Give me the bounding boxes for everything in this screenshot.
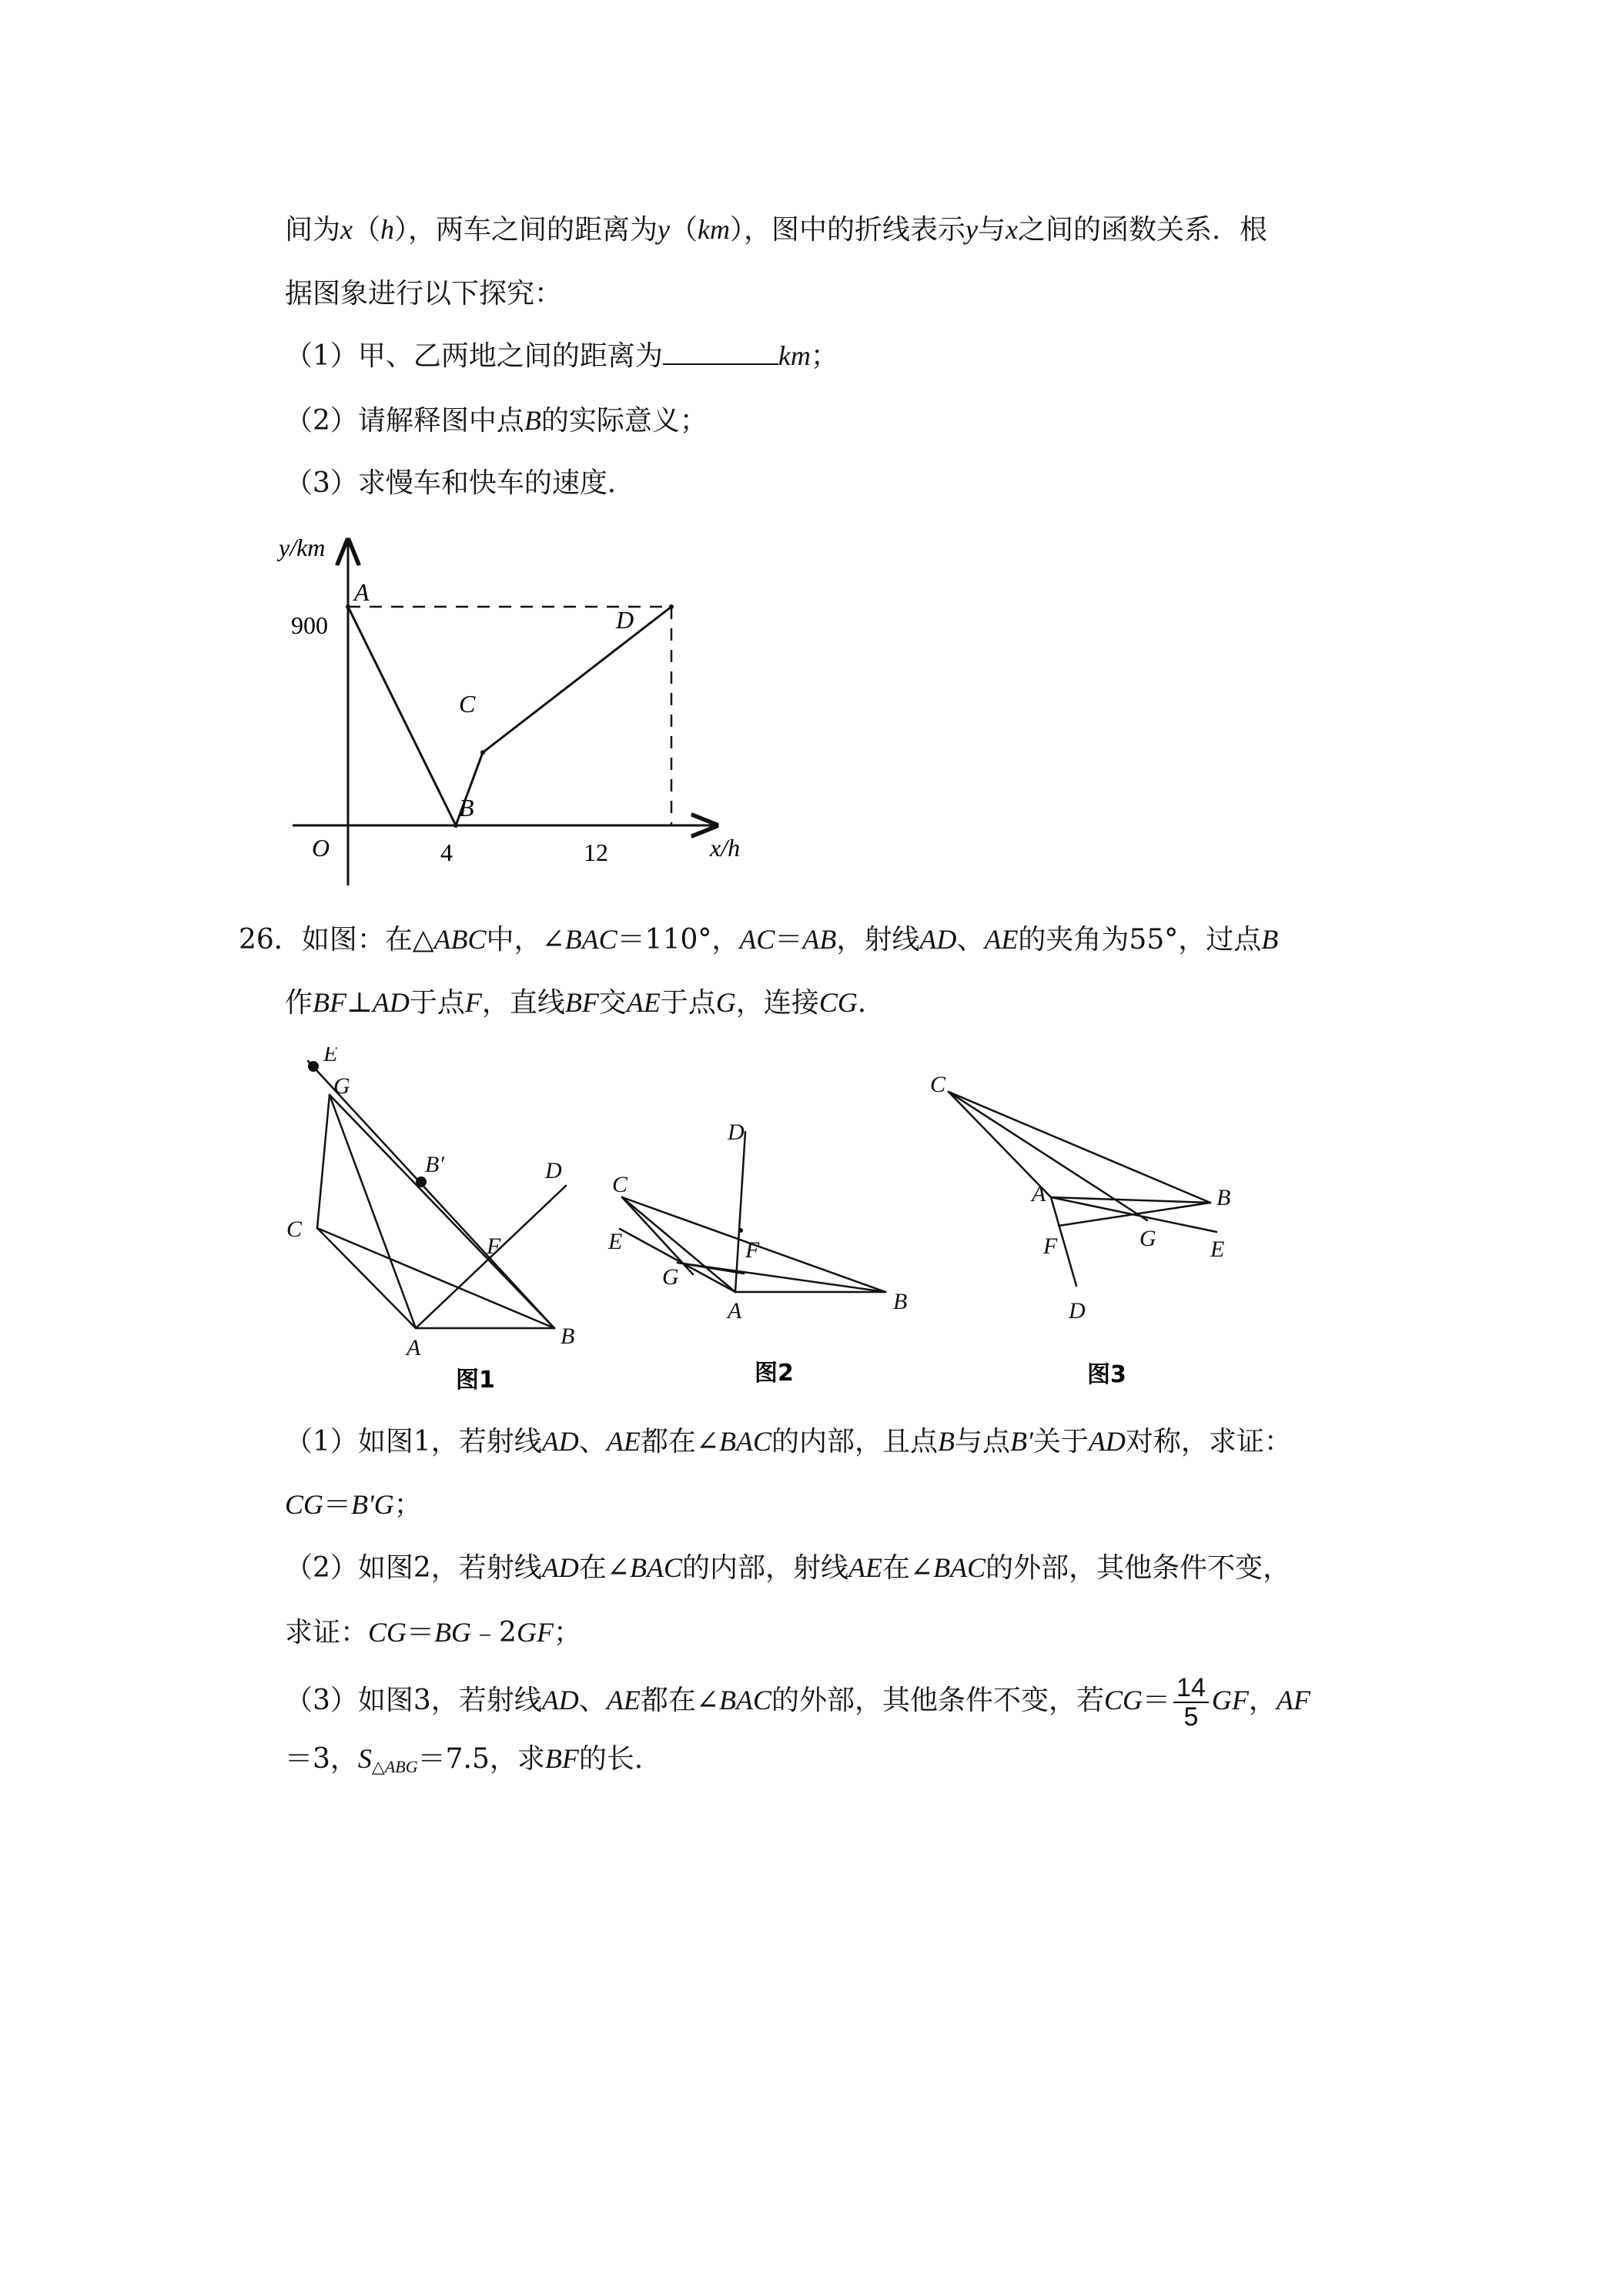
fig1-label-A: A: [407, 1335, 421, 1361]
distance-time-graph: [277, 531, 770, 893]
figure-2-caption: 图2: [755, 1360, 794, 1387]
fig3-label-G: G: [1139, 1226, 1156, 1251]
fig2-label-D: D: [728, 1120, 745, 1145]
figure-1-caption: 图1: [456, 1367, 495, 1394]
fig1-label-G: G: [333, 1073, 350, 1099]
y-tick-900: 900: [291, 611, 328, 639]
p26-subq-3-line-2: ＝3，$S_{\triangle ABG}=7.5$，求BF的长．: [285, 1743, 662, 1776]
fig3-label-E: E: [1210, 1237, 1225, 1262]
fig2-label-A: A: [728, 1298, 742, 1324]
p26-line-1: 26．如图：在△ABC中，∠BAC＝110°，AC＝AB，射线AD、AE的夹角为55°，过点B: [239, 924, 1279, 956]
dashed-guides: [348, 607, 671, 825]
p25-question-3: （3）求慢车和快车的速度．: [285, 467, 635, 499]
point-label-A: A: [354, 578, 370, 606]
point-label-B: B: [459, 794, 474, 822]
point-label-D: D: [616, 606, 634, 634]
graph-points: [346, 604, 674, 828]
p26-subq-3-line-1: （3）如图3，若射线AD、AE都在∠BAC的外部，其他条件不变，若CG＝ $\frac{14}{5}$ GF，AF: [285, 1673, 1310, 1732]
graph-point-B: [453, 823, 458, 828]
p26-subq-1-line-2: CG＝B'G；: [285, 1489, 422, 1521]
fig1-label-Bp: B′: [425, 1152, 444, 1177]
p25-question-1: （1）甲、乙两地之间的距离为 km；: [285, 340, 838, 372]
figure-3: [949, 1092, 1216, 1286]
fig3-label-C: C: [930, 1072, 946, 1097]
figure-1: [308, 1061, 566, 1328]
x-tick-12: 12: [584, 838, 608, 866]
x-tick-4: 4: [440, 838, 453, 866]
fig3-label-F: F: [1043, 1233, 1058, 1259]
figure-2: [620, 1132, 885, 1292]
answer-blank[interactable]: [663, 340, 778, 365]
fig3-label-D: D: [1069, 1298, 1086, 1324]
graph-point-C: [480, 750, 485, 755]
p26-subq-1-line-1: （1）如图1，若射线AD、AE都在∠BAC的内部，且点B与点B′关于AD对称，求证：: [285, 1426, 1292, 1458]
p26-subq-2-line-1: （2）如图2，若射线AD在∠BAC的内部，射线AE在∠BAC的外部，其他条件不变，: [285, 1552, 1291, 1584]
figure-3-caption: 图3: [1087, 1361, 1126, 1388]
p25-question-2: （2）请解释图中点B的实际意义；: [285, 405, 708, 437]
origin-label: O: [312, 834, 330, 862]
point-label-C: C: [459, 690, 476, 718]
fig2-label-B: B: [893, 1289, 908, 1314]
fig1-label-B: B: [561, 1324, 575, 1349]
fig1-label-F: F: [487, 1233, 501, 1259]
fig2-label-C: C: [612, 1172, 628, 1197]
graph-point-D: [669, 604, 674, 609]
fig2-label-F: F: [745, 1237, 760, 1263]
function-polyline: [348, 607, 671, 825]
fig1-label-C: C: [286, 1217, 303, 1242]
fig3-label-A: A: [1032, 1181, 1046, 1207]
fraction-14-5: $\frac{14}{5}$: [1173, 1674, 1209, 1731]
x-axis-label: x/h: [710, 834, 741, 862]
y-axis-label: y/km: [279, 534, 326, 561]
point-F2-dot: [738, 1228, 743, 1233]
p26-subq-2-line-2: 求证：CG＝BG﹣2GF；: [285, 1617, 581, 1648]
problem-number: 26．: [239, 924, 302, 956]
p25-line-1: 间为x（h），两车之间的距离为y（km），图中的折线表示y与x之间的函数关系．根: [285, 214, 1268, 246]
point-Bprime-dot: [416, 1176, 427, 1187]
fig1-label-D: D: [545, 1158, 562, 1183]
geometry-figures: [277, 1047, 1293, 1401]
p26-line-2: 作BF⊥AD于点F，直线BF交AE于点G，连接CG．: [285, 987, 885, 1019]
fig2-label-E: E: [608, 1229, 623, 1254]
fig1-label-E: E: [323, 1047, 338, 1066]
point-E-dot: [308, 1061, 319, 1072]
p25-line-2: 据图象进行以下探究：: [285, 278, 563, 310]
graph-point-A: [346, 604, 350, 609]
fig3-label-B: B: [1216, 1185, 1231, 1210]
fig2-label-G: G: [662, 1264, 679, 1290]
